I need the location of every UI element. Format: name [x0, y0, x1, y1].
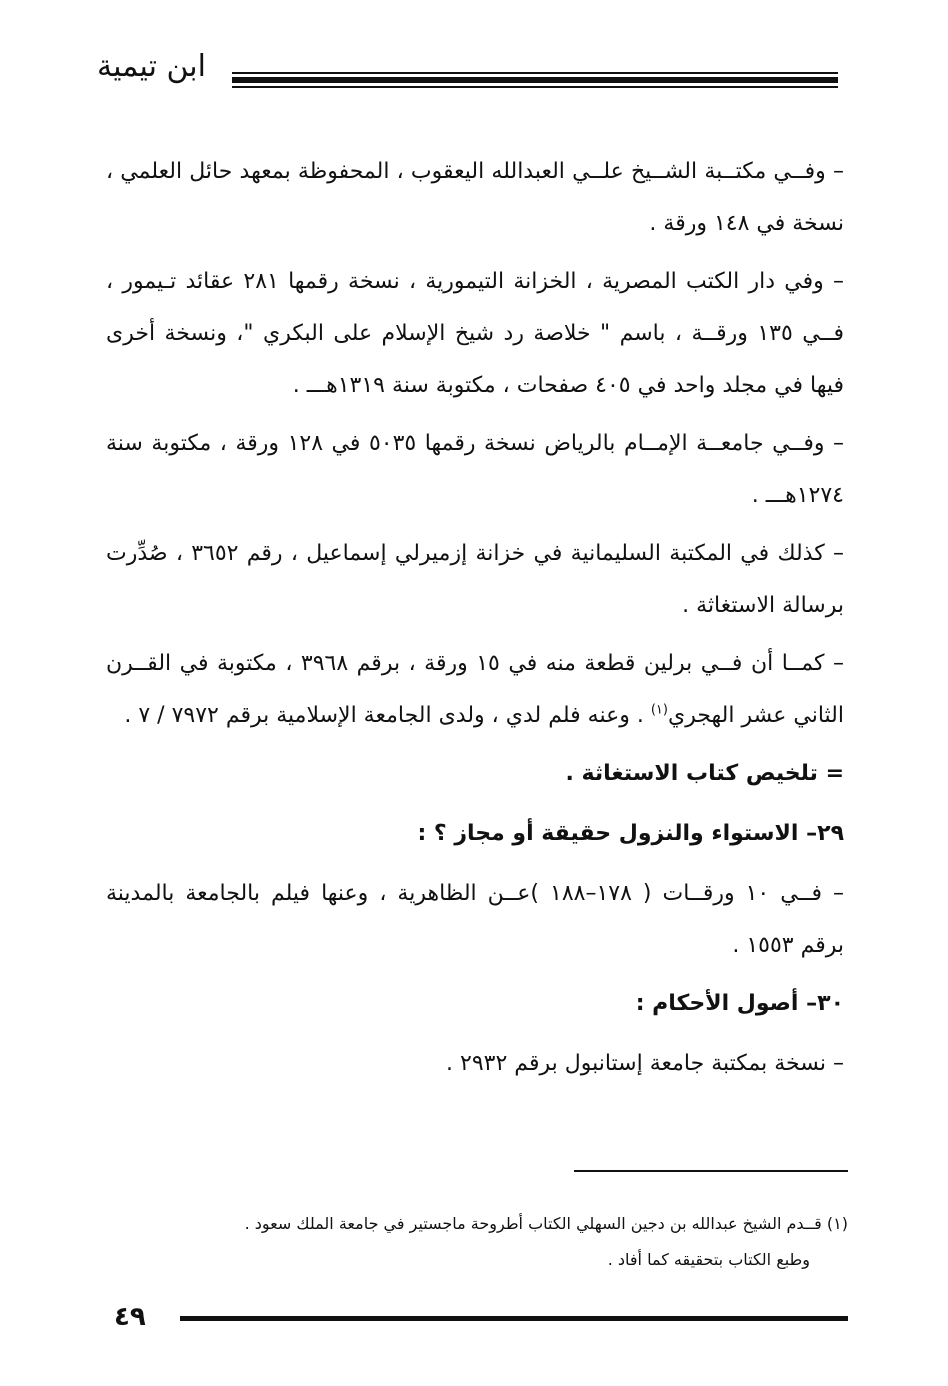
footnote-separator	[574, 1170, 848, 1172]
page-number: ٤٩	[114, 1302, 146, 1332]
paragraph-berlin	[106, 638, 844, 742]
page-body	[106, 146, 844, 1096]
running-header-title: ابن تيمية	[97, 49, 206, 84]
footer-rule	[180, 1316, 848, 1321]
section-summary-heading: = تلخيص كتاب الاستغاثة .	[565, 761, 844, 786]
paragraph-sulaymaniyya: – كذلك في المكتبة السليمانية في خزانة إزميرلي إسماعيل ، رقم ٣٦٥٢ ، صُدِّرت برسالة الاستغاثة .	[106, 541, 844, 618]
footnote-line-2: وطبع الكتاب بتحقيقه كما أفاد .	[607, 1250, 810, 1269]
item-29-body: – فــي ١٠ ورقــات ( ١٧٨–١٨٨ )عــن الظاهرية ، وعنها فيلم بالجامعة بالمدينة برقم ١٥٥٣ .	[106, 881, 844, 958]
paragraph-yaqub: – وفــي مكتــبة الشــيخ علــي العبدالله اليعقوب ، المحفوظة بمعهد حائل العلمي ، نسخة في ١٤٨ ورقة .	[106, 159, 844, 236]
item-30-heading: ٣٠– أصول الأحكام :	[635, 991, 844, 1016]
item-30-body: – نسخة بمكتبة جامعة إستانبول برقم ٢٩٣٢ .	[446, 1051, 844, 1076]
paragraph-berlin-text: – كمــا أن فــي برلين قطعة منه في ١٥ ورقة ، برقم ٣٩٦٨ ، مكتوبة في القــرن الثاني عشر الهجري	[106, 651, 844, 728]
header-rule	[232, 72, 838, 90]
paragraph-imam-university: – وفــي جامعــة الإمــام بالرياض نسخة رقمها ٥٠٣٥ في ١٢٨ ورقة ، مكتوبة سنة ١٢٧٤هـــ .	[106, 431, 845, 508]
footnote-marker: (١)	[650, 702, 668, 718]
footnote	[106, 1206, 848, 1278]
item-29-heading: ٢٩– الاستواء والنزول حقيقة أو مجاز ؟ :	[417, 821, 844, 846]
paragraph-berlin-text-rest: . وعنه فلم لدي ، ولدى الجامعة الإسلامية برقم ٧٩٧٢ / ٧ .	[124, 703, 651, 728]
footnote-line-1: (١) قــدم الشيخ عبدالله بن دجين السهلي الكتاب أطروحة ماجستير في جامعة الملك سعود .	[244, 1214, 848, 1233]
paragraph-taymuriyya: – وفي دار الكتب المصرية ، الخزانة التيمورية ، نسخة رقمها ٢٨١ عقائد تـيمور ، فــي ١٣٥ ورقــة ، باسم " خلاصة رد شيخ الإسلام على البكري "، ونسخة أخرى فيها في مجلد واحد في ٤٠٥ صفحات ، مكتوبة سنة ١٣١٩هـــ .	[106, 269, 844, 398]
